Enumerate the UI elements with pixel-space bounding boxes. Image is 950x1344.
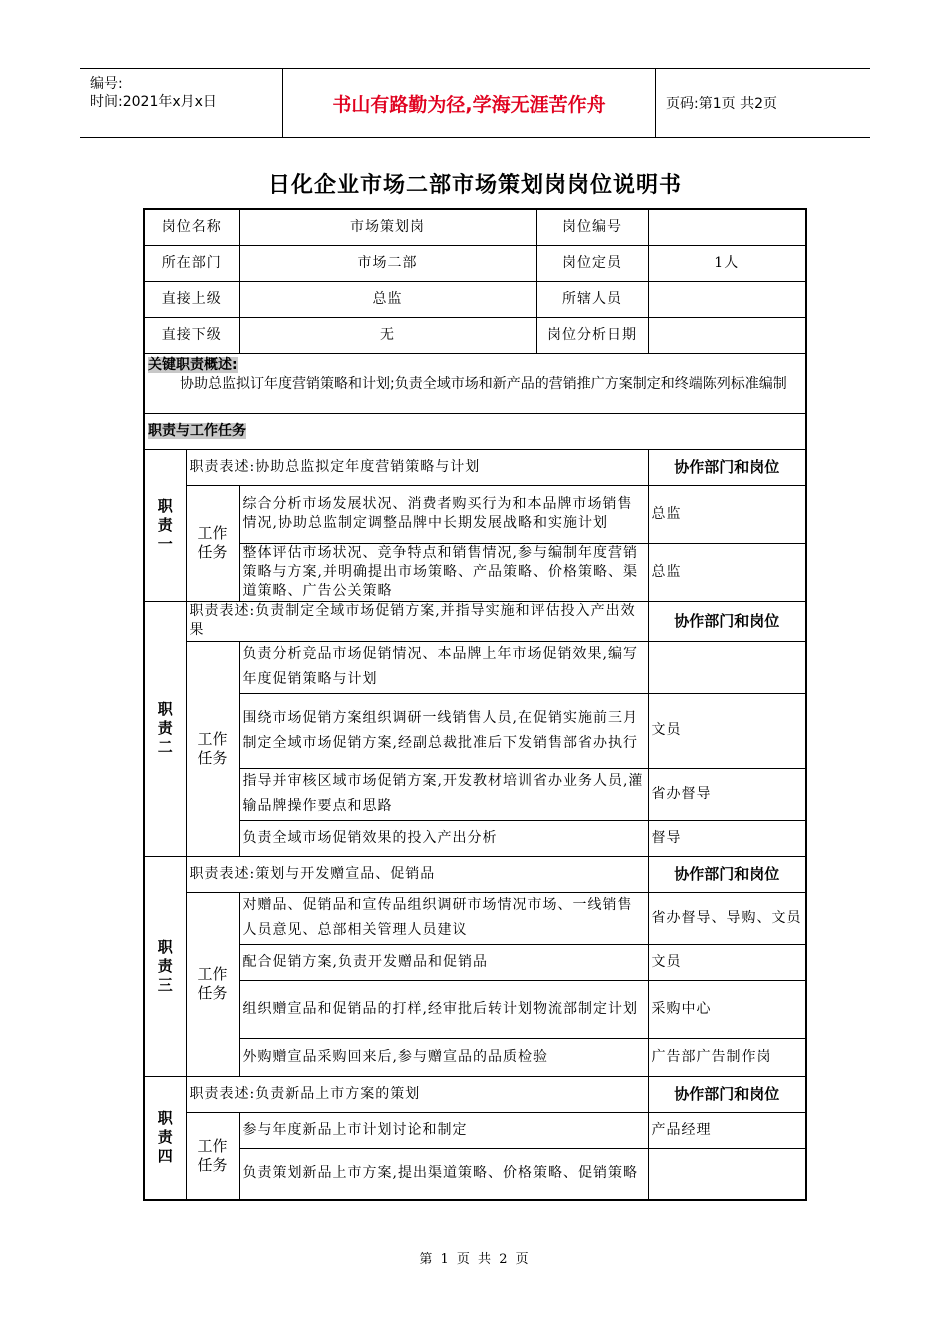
task-coop: 总监 bbox=[648, 485, 806, 543]
header-motto: 书山有路勤为径,学海无涯苦作舟 bbox=[283, 69, 656, 137]
duty-name: 职责一 bbox=[144, 449, 186, 601]
duty-statement-row bbox=[144, 856, 806, 892]
task-coop: 产品经理 bbox=[648, 1112, 806, 1148]
duty-name: 职责四 bbox=[144, 1076, 186, 1200]
task-coop: 督导 bbox=[648, 820, 806, 856]
task-row bbox=[144, 1038, 806, 1076]
task-text: 整体评估市场状况、竞争特点和销售情况,参与编制年度营销策略与方案,并明确提出市场策略、产品策略、价格策略、渠道策略、广告公关策略 bbox=[239, 543, 648, 601]
task-text: 对赠品、促销品和宣传品组织调研市场情况市场、一线销售人员意见、总部相关管理人员建议 bbox=[239, 892, 648, 944]
basic-label: 直接上级 bbox=[144, 281, 239, 317]
task-coop bbox=[648, 1148, 806, 1200]
task-text: 参与年度新品上市计划讨论和制定 bbox=[239, 1112, 648, 1148]
number-label: 编号: bbox=[90, 76, 123, 92]
task-text: 指导并审核区域市场促销方案,开发教材培训省办业务人员,灌输品牌操作要点和思路 bbox=[239, 768, 648, 820]
task-text: 外购赠宣品采购回来后,参与赠宣品的品质检验 bbox=[239, 1038, 648, 1076]
task-coop: 采购中心 bbox=[648, 980, 806, 1038]
task-row bbox=[144, 944, 806, 980]
duty-statement: 职责表述:策划与开发赠宣品、促销品 bbox=[186, 856, 648, 892]
basic-value: 市场策划岗 bbox=[239, 209, 536, 245]
time-label: 时间:2021年x月x日 bbox=[90, 94, 217, 110]
duty-statement-row bbox=[144, 449, 806, 485]
task-row bbox=[144, 1112, 806, 1148]
duties-heading-row bbox=[144, 413, 806, 449]
duty-statement-row bbox=[144, 601, 806, 641]
document-title: 日化企业市场二部市场策划岗岗位说明书 bbox=[267, 173, 682, 198]
task-row bbox=[144, 768, 806, 820]
task-coop: 文员 bbox=[648, 944, 806, 980]
task-label: 工作任务 bbox=[186, 641, 239, 856]
basic-label: 岗位名称 bbox=[144, 209, 239, 245]
task-label: 工作任务 bbox=[186, 892, 239, 1076]
task-coop: 广告部广告制作岗 bbox=[648, 1038, 806, 1076]
basic-value: 1人 bbox=[648, 245, 806, 281]
basic-value: 市场二部 bbox=[239, 245, 536, 281]
task-label: 工作任务 bbox=[186, 1112, 239, 1200]
header-page-info: 页码:第1页 共2页 bbox=[666, 96, 777, 112]
basic-label: 岗位编号 bbox=[536, 209, 648, 245]
duty-name: 职责三 bbox=[144, 856, 186, 1076]
basic-value bbox=[648, 209, 806, 245]
job-description-table bbox=[143, 208, 807, 1201]
summary-text: 协助总监拟订年度营销策略和计划;负责全域市场和新产品的营销推广方案制定和终端陈列标准编制 bbox=[180, 375, 787, 392]
task-text: 配合促销方案,负责开发赠品和促销品 bbox=[239, 944, 648, 980]
task-row bbox=[144, 641, 806, 693]
duties-heading: 职责与工作任务 bbox=[148, 422, 246, 439]
coop-header: 协作部门和岗位 bbox=[648, 856, 806, 892]
task-text: 围绕市场促销方案组织调研一线销售人员,在促销实施前三月制定全域市场促销方案,经副总裁批准后下发销售部省办执行 bbox=[239, 693, 648, 768]
task-row bbox=[144, 820, 806, 856]
basic-value: 总监 bbox=[239, 281, 536, 317]
header-meta bbox=[80, 69, 283, 137]
basic-row bbox=[144, 209, 806, 245]
task-coop: 文员 bbox=[648, 693, 806, 768]
task-label: 工作任务 bbox=[186, 485, 239, 601]
basic-value bbox=[648, 281, 806, 317]
basic-label: 所在部门 bbox=[144, 245, 239, 281]
basic-label: 直接下级 bbox=[144, 317, 239, 353]
task-text: 组织赠宣品和促销品的打样,经审批后转计划物流部制定计划 bbox=[239, 980, 648, 1038]
task-row bbox=[144, 1148, 806, 1200]
task-coop: 省办督导、导购、文员 bbox=[648, 892, 806, 944]
task-row bbox=[144, 980, 806, 1038]
basic-row bbox=[144, 245, 806, 281]
duty-statement: 职责表述:负责新品上市方案的策划 bbox=[186, 1076, 648, 1112]
duty-statement: 职责表述:协助总监拟定年度营销策略与计划 bbox=[186, 449, 648, 485]
basic-value: 无 bbox=[239, 317, 536, 353]
task-text: 综合分析市场发展状况、消费者购买行为和本品牌市场销售情况,协助总监制定调整品牌中长期发展战略和实施计划 bbox=[239, 485, 648, 543]
basic-label: 岗位分析日期 bbox=[536, 317, 648, 353]
task-text: 负责全域市场促销效果的投入产出分析 bbox=[239, 820, 648, 856]
duty-statement-row bbox=[144, 1076, 806, 1112]
basic-value bbox=[648, 317, 806, 353]
basic-row bbox=[144, 281, 806, 317]
task-row bbox=[144, 892, 806, 944]
task-row bbox=[144, 543, 806, 601]
summary-row bbox=[144, 353, 806, 413]
task-row bbox=[144, 693, 806, 768]
basic-row bbox=[144, 317, 806, 353]
duty-name: 职责二 bbox=[144, 601, 186, 856]
task-coop: 总监 bbox=[648, 543, 806, 601]
task-coop: 省办督导 bbox=[648, 768, 806, 820]
basic-label: 岗位定员 bbox=[536, 245, 648, 281]
summary-heading: 关键职责概述: bbox=[148, 356, 238, 373]
task-coop bbox=[648, 641, 806, 693]
task-row bbox=[144, 485, 806, 543]
task-text: 负责策划新品上市方案,提出渠道策略、价格策略、促销策略 bbox=[239, 1148, 648, 1200]
page-header bbox=[80, 68, 870, 138]
coop-header: 协作部门和岗位 bbox=[648, 1076, 806, 1112]
coop-header: 协作部门和岗位 bbox=[648, 601, 806, 641]
page-footer: 第 1 页 共 2 页 bbox=[419, 1252, 531, 1267]
coop-header: 协作部门和岗位 bbox=[648, 449, 806, 485]
task-text: 负责分析竞品市场促销情况、本品牌上年市场促销效果,编写年度促销策略与计划 bbox=[239, 641, 648, 693]
basic-label: 所辖人员 bbox=[536, 281, 648, 317]
duty-statement: 职责表述:负责制定全域市场促销方案,并指导实施和评估投入产出效果 bbox=[186, 601, 648, 641]
